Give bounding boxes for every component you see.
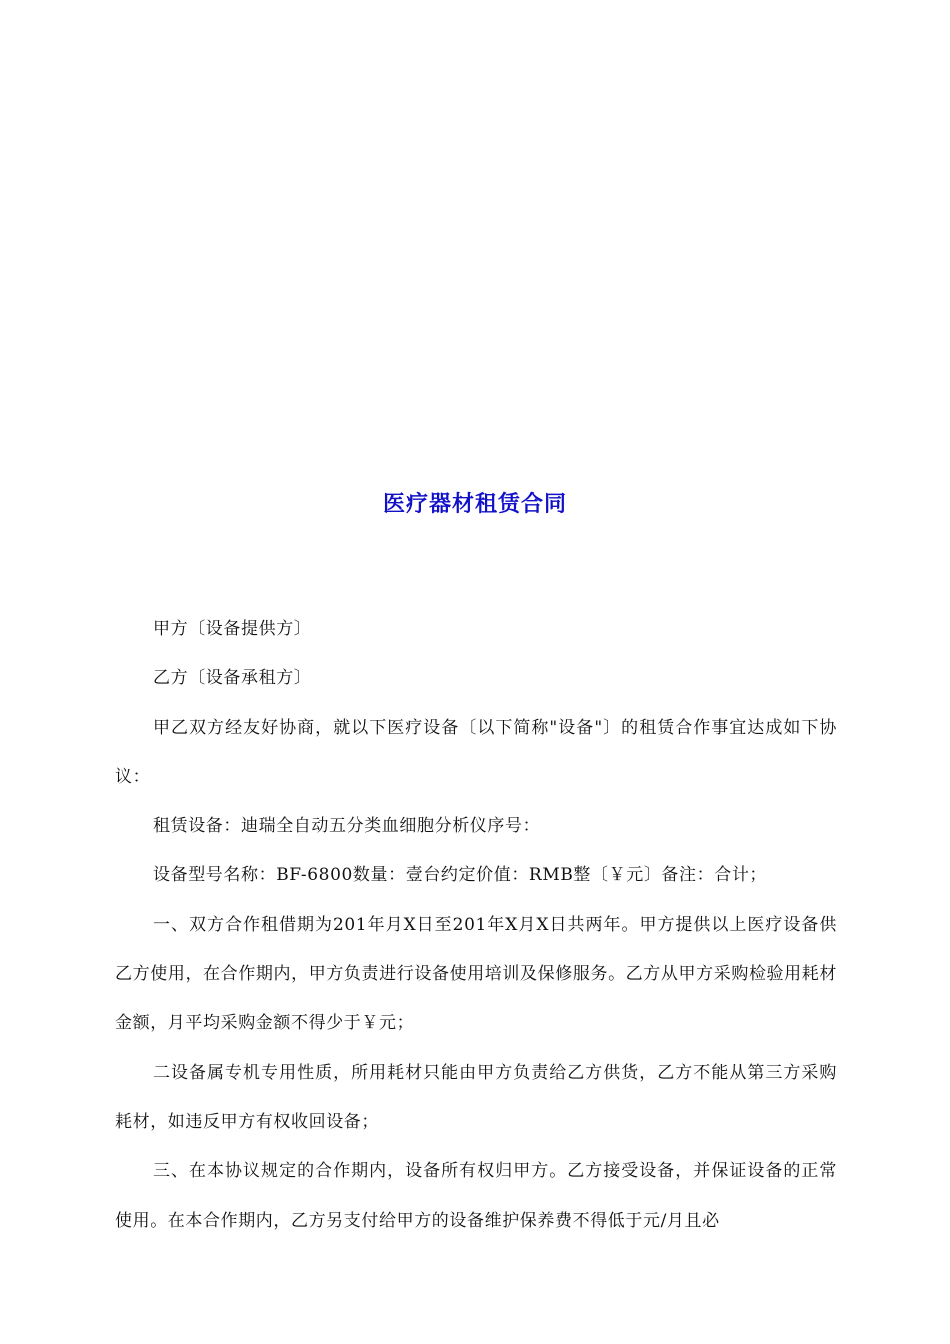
leased-equipment-line: 租赁设备：迪瑞全自动五分类血细胞分析仪序号： [153,816,541,837]
document-body [115,605,837,1246]
document-title: 医疗器材租赁合同 [382,492,567,517]
party-b-line: 乙方〔设备承租方〕 [153,668,312,689]
agreement-intro-paragraph: 甲乙双方经友好协商，就以下医疗设备〔以下简称"设备"〕的租赁合作事宜达成如下协议： [115,717,837,787]
party-a-line: 甲方〔设备提供方〕 [153,619,312,639]
clause-one-paragraph: 一、双方合作租借期为201年月X日至201年X月X日共两年。甲方提供以上医疗设备供乙方使用，在合作期内，甲方负责进行设备使用培训及保修服务。乙方从甲方采购检验用耗材金额，月平均采购金额不得少于￥元； [115,914,837,1034]
clause-two-paragraph: 二设备属专机专用性质，所用耗材只能由甲方负责给乙方供货，乙方不能从第三方采购耗材，如违反甲方有权收回设备； [115,1062,837,1132]
equipment-model-line: 设备型号名称：BF-6800数量：壹台约定价值：RMB整〔￥元〕备注：合计； [153,865,768,886]
clause-three-paragraph: 三、在本协议规定的合作期内，设备所有权归甲方。乙方接受设备，并保证设备的正常使用。在本合作期内，乙方另支付给甲方的设备维护保养费不得低于元/月且必 [115,1161,837,1231]
